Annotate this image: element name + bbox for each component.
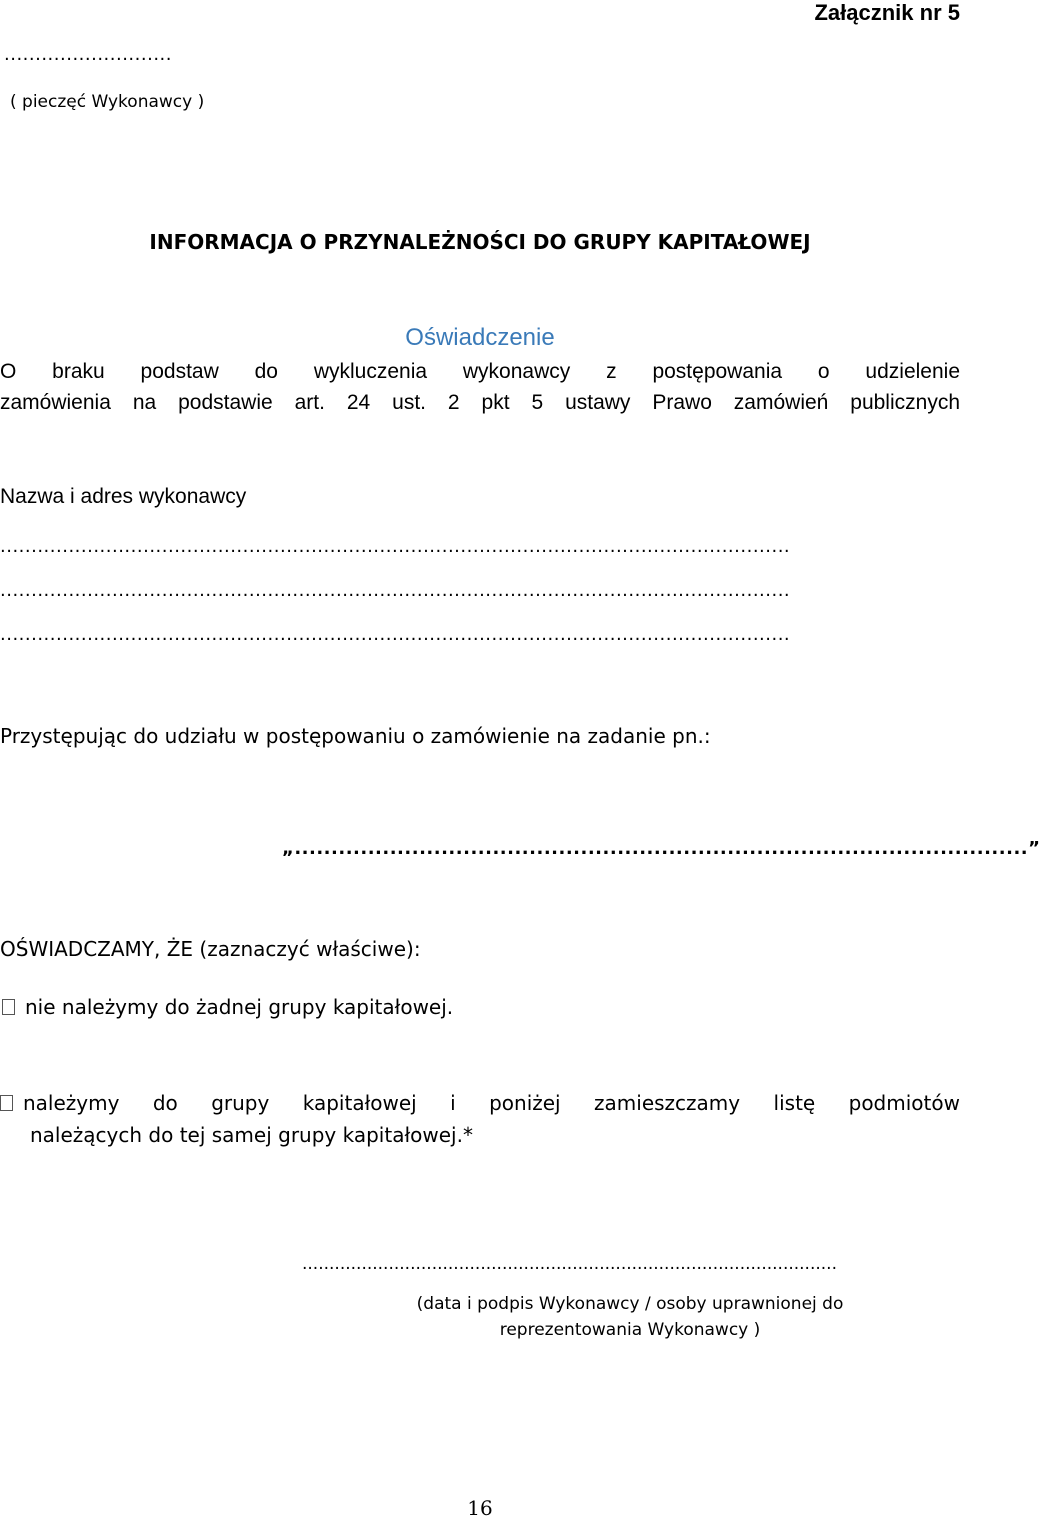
option-group-word: listę (773, 1091, 816, 1115)
contractor-dots-line-3[interactable]: ............................................................................................................................... (0, 624, 791, 645)
option-no-group-label: nie należymy do żadnej grupy kapitałowej. (25, 995, 454, 1019)
signature-label-line-1: (data i podpis Wykonawcy / osoby uprawnionej do (416, 1294, 844, 1314)
document-subtitle: Oświadczenie (405, 324, 555, 351)
option-group-word: należymy (23, 1091, 120, 1115)
stamp-label: ( pieczęć Wykonawcy ) (10, 92, 205, 112)
option-group-word: grupy (211, 1091, 270, 1115)
contractor-dots-line-2[interactable]: ............................................................................................................................... (0, 580, 791, 601)
contractor-dots-line-1[interactable]: ............................................................................................................................... (0, 536, 791, 557)
option-no-group[interactable] (2, 995, 453, 1019)
stamp-dots: ........................... (4, 44, 172, 65)
option-group-word: i (450, 1091, 456, 1115)
declaration-heading: OŚWIADCZAMY, ŻE (zaznaczyć właściwe): (0, 937, 421, 961)
option-group-word: do (152, 1091, 178, 1115)
page-number: 16 (467, 1496, 493, 1520)
option-group-first (0, 1091, 119, 1115)
statement-line-1: O braku podstaw do wykluczenia wykonawcy z postępowania o udzielenie (0, 360, 960, 383)
statement-line-2: zamówienia na podstawie art. 24 ust. 2 pkt 5 ustawy Prawo zamówień publicznych (0, 391, 960, 414)
task-name-dots[interactable]: „....................................................................................................” (282, 838, 1040, 859)
document-title: INFORMACJA O PRZYNALEŻNOŚCI DO GRUPY KAPITAŁOWEJ (149, 230, 811, 254)
option-group-line-2: należących do tej samej grupy kapitałowej.* (30, 1123, 473, 1147)
checkbox-icon[interactable] (2, 999, 15, 1015)
option-group-word: poniżej (489, 1091, 561, 1115)
signature-label (380, 1291, 880, 1343)
signature-label-line-2: reprezentowania Wykonawcy ) (499, 1320, 761, 1340)
option-group-word: kapitałowej (302, 1091, 417, 1115)
signature-dots[interactable]: ................................................................................................... (302, 1254, 837, 1274)
annex-label: Załącznik nr 5 (814, 0, 960, 25)
contractor-label: Nazwa i adres wykonawcy (0, 485, 247, 508)
option-group[interactable] (0, 1091, 960, 1115)
option-group-word: zamieszczamy (594, 1091, 741, 1115)
checkbox-icon[interactable] (0, 1095, 13, 1111)
option-group-word: podmiotów (848, 1091, 960, 1115)
participation-label: Przystępując do udziału w postępowaniu o zamówienie na zadanie pn.: (0, 724, 711, 748)
